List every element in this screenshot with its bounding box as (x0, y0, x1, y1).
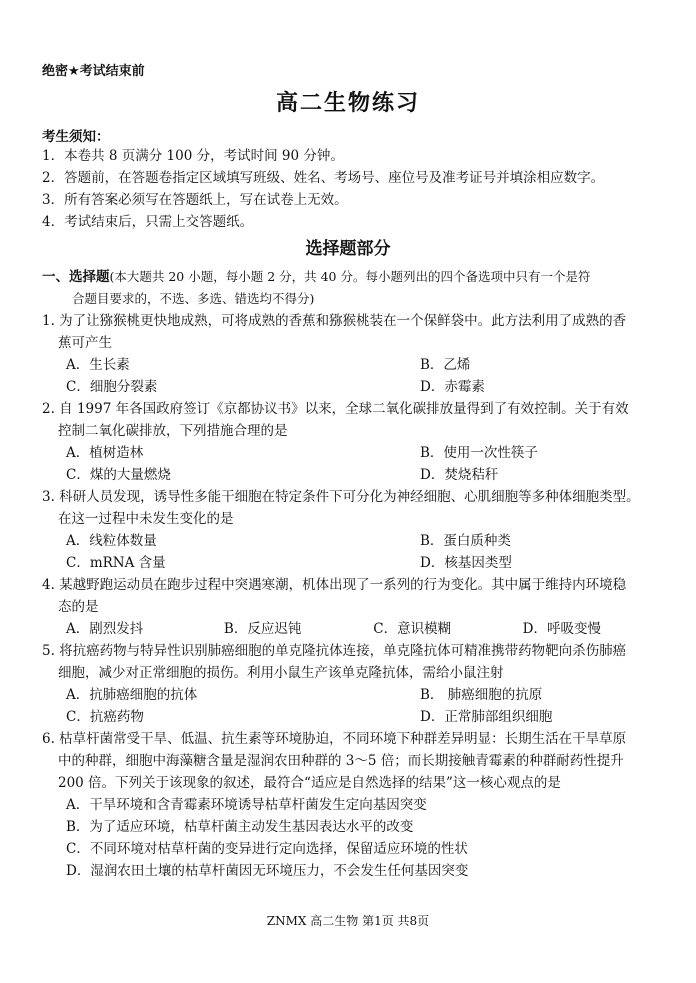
option-a: A．植树造林 (66, 445, 144, 461)
question-stem: 1. 为了让猕猴桃更快地成熟，可将成熟的香蕉和猕猴桃装在一个保鲜袋中。此方法利用了成熟的香 (42, 313, 627, 329)
option-c: C．细胞分裂素 (66, 379, 158, 395)
option-a: A．生长素 (66, 357, 130, 373)
option-b: B． 肺癌细胞的抗原 (420, 687, 543, 703)
option-a: A．剧烈发抖 (66, 621, 144, 637)
question-4 (42, 574, 672, 640)
question-stem-continued: 控制二氧化碳排放，下列措施合理的是 (58, 423, 288, 439)
confidential-label: 绝密★考试结束前 (42, 64, 145, 79)
section-title: 选择题部分 (305, 239, 391, 259)
option-d: D．湿润农田土壤的枯草杆菌因无环境压力，不会发生任何基因突变 (66, 863, 469, 879)
option-c: C．mRNA 含量 (66, 555, 166, 571)
option-d: D．正常肺部组织细胞 (420, 709, 553, 725)
option-c: C．煤的大量燃烧 (66, 467, 171, 483)
question-stem: 4. 某越野跑运动员在跑步过程中突遇寒潮，机体出现了一系列的行为变化。其中属于维持内环境稳 (42, 577, 627, 593)
question-stem-continued: 细胞，减少对正常细胞的损伤。利用小鼠生产该单克隆抗体，需给小鼠注射 (58, 665, 504, 681)
part-note-continued: 合题目要求的，不选、多选、错选均不得分) (72, 291, 315, 306)
question-stem: 3. 科研人员发现，诱导性多能干细胞在特定条件下可分化为神经细胞、心肌细胞等多种体细胞类型。 (42, 489, 640, 505)
part-instruction (42, 266, 672, 310)
option-a: A．干旱环境和含青霉素环境诱导枯草杆菌发生定向基因突变 (66, 797, 427, 813)
question-stem-continued: 200 倍。下列关于该现象的叙述，最符合“适应是自然选择的结果”这一核心观点的是 (58, 775, 561, 791)
notice-item: 2．答题前，在答题卷指定区域填写班级、姓名、考场号、座位号及准考证号并填涂相应数字。 (42, 170, 605, 186)
option-d: D．赤霉素 (420, 379, 485, 395)
option-d: D．焚烧秸秆 (420, 467, 499, 483)
option-b: B．为了适应环境，枯草杆菌主动发生基因表达水平的改变 (66, 819, 414, 835)
question-6 (42, 728, 672, 882)
question-stem-continued: 态的是 (58, 599, 99, 615)
option-c: C．意识模糊 (373, 621, 452, 637)
notice-list (42, 145, 672, 233)
option-c: C．不同环境对枯草杆菌的变异进行定向选择，保留适应环境的性状 (66, 841, 468, 857)
option-b: B．反应迟钝 (223, 621, 302, 637)
option-a: A．线粒体数量 (66, 533, 157, 549)
notice-heading: 考生须知： (42, 129, 110, 145)
question-5 (42, 640, 672, 728)
question-stem-continued: 中的种群，细胞中海藻糖含量是湿润农田种群的 3～5 倍；而长期接触青霉素的种群耐药性提升 (58, 753, 624, 769)
option-c: C．抗癌药物 (66, 709, 144, 725)
question-3 (42, 486, 672, 574)
page-title: 高二生物练习 (275, 91, 420, 116)
option-a: A．抗肺癌细胞的抗体 (66, 687, 198, 703)
option-b: B．蛋白质种类 (420, 533, 511, 549)
question-stem-continued: 蕉可产生 (58, 335, 112, 351)
option-d: D．核基因类型 (420, 555, 512, 571)
notice-item: 3．所有答案必须写在答题纸上，写在试卷上无效。 (42, 192, 348, 208)
option-d: D．呼吸变慢 (522, 621, 601, 637)
question-1 (42, 310, 672, 398)
part-note: (本大题共 20 小题，每小题 2 分，共 40 分。每小题列出的四个备选项中只有一个是符 (109, 269, 591, 284)
option-b: B．使用一次性筷子 (420, 445, 538, 461)
question-list (42, 310, 672, 882)
notice-item: 1．本卷共 8 页满分 100 分，考试时间 90 分钟。 (42, 148, 344, 164)
question-2 (42, 398, 672, 486)
page-footer: ZNMX 高二生物 第1页 共8页 (266, 914, 430, 928)
question-stem-continued: 在这一过程中未发生变化的是 (58, 511, 234, 527)
option-b: B．乙烯 (420, 357, 471, 373)
question-stem: 6. 枯草杆菌常受干旱、低温、抗生素等环境胁迫，不同环境下种群差异明显：长期生活在干旱草原 (42, 731, 627, 747)
notice-item: 4．考试结束后，只需上交答题纸。 (42, 214, 254, 230)
part-label: 一、选择题 (42, 269, 110, 285)
question-stem: 2. 自 1997 年各国政府签订《京都协议书》以来，全球二氧化碳排放量得到了有效控制。关于有效 (42, 401, 629, 417)
question-stem: 5. 将抗癌药物与特异性识别肺癌细胞的单克隆抗体连接，单克隆抗体可精准携带药物靶向杀伤肺癌 (42, 643, 627, 659)
